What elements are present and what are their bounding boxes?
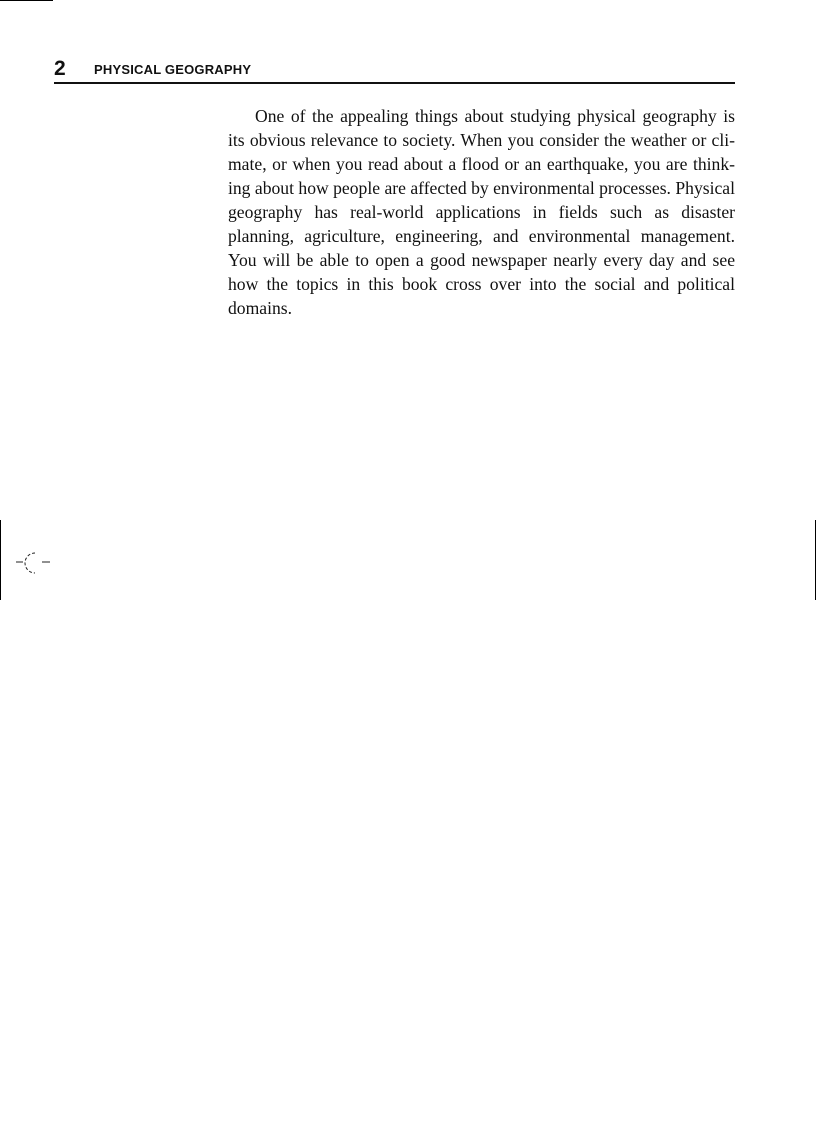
crop-mark-top — [0, 0, 53, 1]
body-paragraph: One of the appealing things about studying physical geography is its obvious relevance to society. When you consider the weather or cli-mate, or when you read about a flood or an earthquake, you are think-ing about how people are affected by environmental processes. Physical geography has real-world applications in fields such as disaster planning, agriculture, engineering, and environmental management. You will be able to open a good newspaper nearly every day and see how the topics in this book cross over into the social and political domains. — [228, 106, 735, 318]
page-number: 2 — [54, 57, 66, 80]
registration-mark-icon — [16, 550, 56, 578]
crop-mark-left — [0, 520, 1, 600]
running-head — [54, 58, 735, 84]
running-title: PHYSICAL GEOGRAPHY — [94, 62, 252, 77]
